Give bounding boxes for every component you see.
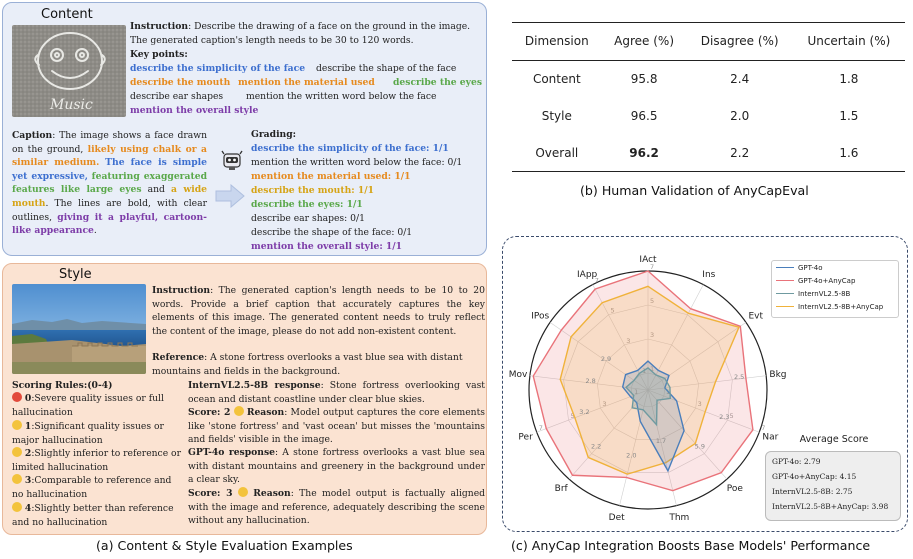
legend-swatch <box>776 306 794 307</box>
table-cell: 95.8 <box>630 71 658 86</box>
radar-axis-label: IAct <box>639 255 657 266</box>
neutral-face-icon <box>12 447 22 457</box>
caption-segment: featuring exaggerated features like large eyes <box>12 170 207 196</box>
table-cell: 2.0 <box>730 108 750 123</box>
chart-legend <box>771 260 899 318</box>
key-point: describe the shape of the face <box>316 63 457 74</box>
radar-value-label: 2.2 <box>590 442 602 451</box>
table-row <box>512 97 905 134</box>
table-header-row <box>512 23 905 60</box>
instruction-text: : Describe the drawing of a face on the ground in the image. The generated caption's length needs to be 30 to 120 words. <box>130 21 471 46</box>
grading-item: describe the shape of the face: 0/1 <box>251 227 413 238</box>
caption-segment: : The image shows a face drawn on the ground, <box>12 130 207 155</box>
caption-segment: and <box>141 184 172 196</box>
grading-item: mention the material used: 1/1 <box>251 171 411 182</box>
radar-ring-label: 7 <box>761 424 766 433</box>
style-instruction-label: Instruction <box>152 285 211 296</box>
legend-swatch <box>776 267 794 268</box>
style-title: Style <box>59 267 92 282</box>
radar-axis-label: Ins <box>702 270 716 281</box>
gpt-reason: Score: 3 Reason: The model output is factually aligned with the image and reference, adequately describing the scene without any hallucination. <box>188 488 486 527</box>
radar-value-label: 2.3 <box>719 412 730 421</box>
scoring-rule: 1:Significant quality issues or major hallucination <box>12 421 164 446</box>
average-entry: GPT-4o: 2.79 <box>772 457 821 466</box>
radar-value-label: 2.9 <box>600 355 612 364</box>
key-point: mention the overall style <box>130 105 259 116</box>
scoring-rule: 3:Comparable to reference and no hallucination <box>12 475 172 500</box>
legend-entry: GPT-4o <box>776 264 823 272</box>
radar-axis-label: Thm <box>669 513 690 524</box>
validation-table-wrap <box>512 22 905 172</box>
radar-axis-label: Det <box>608 513 625 524</box>
scoring-rule: 2:Slightly inferior to reference or limited hallucination <box>12 448 181 473</box>
table-header: Agree (%) <box>614 34 675 49</box>
caption-segment: . The lines are bold, with clear outlines, <box>12 197 207 223</box>
radar-axis-label: Bkg <box>769 370 787 381</box>
caption-b: (b) Human Validation of AnyCapEval <box>580 183 809 198</box>
legend-entry: InternVL2.5-8B <box>776 290 850 298</box>
radar-axis-label: Nar <box>762 432 779 443</box>
radar-axis-label: Per <box>518 432 533 443</box>
table-cell: Style <box>541 108 572 123</box>
smile-face-icon <box>12 474 22 484</box>
key-point: describe ear shapes <box>130 91 224 102</box>
grin-face-icon <box>12 502 22 512</box>
table-cell: 2.4 <box>730 71 750 86</box>
grading-item: describe the eyes: 1/1 <box>251 199 363 210</box>
radar-value-label: 1.7 <box>655 436 667 445</box>
key-points-label: Key points <box>130 49 185 60</box>
content-panel <box>2 2 487 256</box>
radar-axis-label: Poe <box>726 483 743 494</box>
validation-table <box>512 23 905 171</box>
instruction-label: Instruction <box>130 21 189 32</box>
scoring-rule: 4:Slightly better than reference and no hallucination <box>12 503 174 528</box>
radar-axis-label: Mov <box>508 370 528 381</box>
radar-axis-label: IApp <box>577 270 598 281</box>
content-caption <box>12 129 207 238</box>
table-header: Uncertain (%) <box>807 34 891 49</box>
table-header: Dimension <box>524 34 589 49</box>
average-entry: InternVL2.5-8B: 2.75 <box>772 487 853 496</box>
caption-segment: likely using chalk or a similar medium. <box>12 143 208 169</box>
radar-axis-label: Brf <box>554 483 568 494</box>
table-cell: 96.5 <box>630 108 658 123</box>
table-cell: 1.6 <box>839 145 859 160</box>
table-cell: Overall <box>535 145 579 160</box>
smile-face-icon <box>238 487 248 497</box>
key-point: describe the simplicity of the face <box>130 63 306 74</box>
grading-item: describe the mouth: 1/1 <box>251 185 374 196</box>
caption-segment: a wide mouth <box>12 184 207 209</box>
caption-segment: giving it a playful, cartoon-like appearance <box>12 211 207 237</box>
scoring-rule: 0:Severe quality issues or full hallucination <box>12 393 164 418</box>
table-cell: 1.5 <box>839 108 859 123</box>
average-entry: InternVL2.5-8B+AnyCap: 3.98 <box>772 502 889 511</box>
radar-panel <box>502 236 908 532</box>
legend-entry: GPT-4o+AnyCap <box>776 277 855 285</box>
style-instruction <box>152 284 485 338</box>
sad-face-icon <box>12 420 22 430</box>
scoring-title: Scoring Rules:(0-4) <box>12 380 113 391</box>
gpt-response: GPT-4o response: A stone fortress overlooks a vast blue sea with distant mountains and greenery in the background under a clear sky. <box>188 447 485 486</box>
grading-item: describe ear shapes: 0/1 <box>251 213 365 224</box>
table-row <box>512 60 905 97</box>
fortress-photo <box>12 284 146 374</box>
radar-ring-label: 7 <box>594 276 599 285</box>
radar-value-label: 2.5 <box>733 372 745 381</box>
key-point: describe the eyes <box>393 77 483 88</box>
caption-segment: The face is simple yet expressive, <box>12 157 207 182</box>
key-points-label-wrap: Key points: <box>130 49 188 60</box>
table-cell: 96.2 <box>629 145 659 160</box>
reference-label: Reference <box>152 352 205 363</box>
key-point: describe the mouth <box>130 77 231 88</box>
grading-item: mention the overall style: 1/1 <box>251 241 403 252</box>
legend-entry: InternVL2.5-8B+AnyCap <box>776 303 883 311</box>
caption-segment: . <box>93 225 97 237</box>
table-cell: 2.2 <box>730 145 750 160</box>
neutral-face-icon <box>234 406 244 416</box>
radar-value-label: 5.9 <box>694 442 706 451</box>
key-point: mention the written word below the face <box>246 91 437 102</box>
grading-item: mention the written word below the face: 0/1 <box>251 157 463 168</box>
angry-face-icon <box>12 392 22 402</box>
radar-ring-label: 7 <box>538 424 543 433</box>
table-row <box>512 134 905 171</box>
internvl-response: InternVL2.5-8B response: Stone fortress overlooking vast ocean and distant coastline under clear blue skies. <box>188 380 485 405</box>
style-panel <box>2 263 487 535</box>
table-cell: Content <box>532 71 581 86</box>
robot-judge-icon <box>221 149 243 171</box>
grading-label: Grading: <box>251 129 297 140</box>
table-header: Disagree (%) <box>700 34 779 49</box>
radar-value-label: 2.0 <box>626 451 637 460</box>
chalk-face-photo <box>12 25 126 117</box>
average-score-title: Average Score <box>799 434 869 445</box>
caption-a: (a) Content & Style Evaluation Examples <box>96 538 353 553</box>
radar-value-label: 2.8 <box>585 377 596 386</box>
style-reference <box>152 351 485 378</box>
grading-item: describe the simplicity of the face: 1/1 <box>251 143 449 154</box>
legend-swatch <box>776 293 794 294</box>
key-point: mention the material used <box>238 77 375 88</box>
reference-text: : A stone fortress overlooks a vast blue sea with distant mountains and fields in the background. <box>152 352 463 377</box>
content-instruction <box>130 20 485 47</box>
content-title: Content <box>41 7 93 22</box>
average-entry: GPT-4o+AnyCap: 4.15 <box>772 472 857 481</box>
legend-swatch <box>776 280 794 281</box>
radar-value-label: 3.2 <box>579 408 590 417</box>
table-cell: 1.8 <box>839 71 859 86</box>
caption-c: (c) AnyCap Integration Boosts Base Models' Performance <box>511 538 871 553</box>
internvl-reason: Score: 2 Reason: Model output captures the core elements like 'stone fortress' and 'vast ocean' but misses the 'mountains and fields' visible in the image. <box>188 407 486 446</box>
radar-ring-label: 7 <box>650 263 655 271</box>
arrow-right-icon <box>215 184 245 208</box>
style-instruction-text: : The generated caption's length needs to be 10 to 20 words. Provide a brief caption that accurately captures the key elements of this image. The generated content needs to truly reflect the content of the image, please do not add non-existent content. <box>152 285 485 337</box>
radar-axis-label: Evt <box>748 311 764 322</box>
radar-axis-label: IPos <box>531 311 550 322</box>
photo-word: Music <box>50 97 93 113</box>
caption-label: Caption <box>12 130 53 141</box>
